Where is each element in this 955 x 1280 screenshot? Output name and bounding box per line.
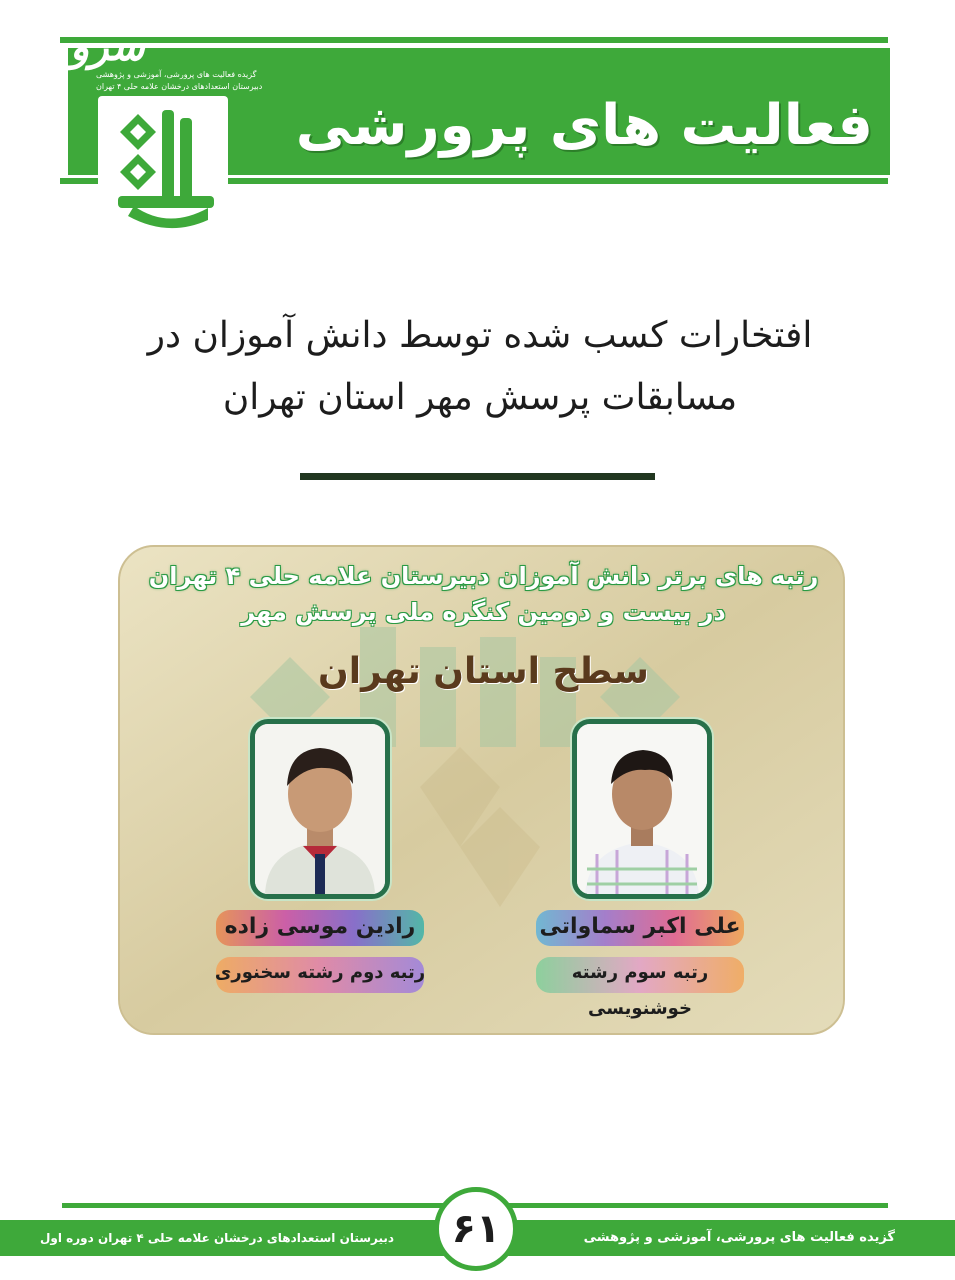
student-name-left: رادین موسی زاده — [224, 914, 416, 939]
article-title-line1: افتخارات کسب شده توسط دانش آموزان در — [147, 315, 813, 356]
student-rank-right: رتبه سوم رشته خوشنویسی — [571, 962, 709, 1019]
footer-school-name: دبیرستان استعدادهای درخشان علامه حلی ۴ تهران دوره اول — [40, 1231, 395, 1245]
achievement-poster — [118, 545, 845, 1035]
poster-subheadline: در بیست و دومین کنگره ملی پرسش مهر — [241, 598, 726, 626]
brand-school: دبیرستان استعدادهای درخشان علامه حلی ۴ تهران — [96, 82, 263, 91]
logo-emblem-icon — [98, 96, 228, 234]
footer-publication-title: گزیده فعالیت های پرورشی، آموزشی و پژوهشی — [583, 1230, 895, 1245]
title-divider — [300, 473, 655, 480]
student-portrait-icon — [255, 724, 385, 894]
school-logo — [98, 96, 228, 234]
student-photo-left — [250, 719, 390, 899]
page-number: ۶۱ — [434, 1187, 518, 1271]
student-name-right: علی اکبر سماواتی — [539, 914, 741, 939]
brand-subtitle: گزیده فعالیت های پرورشی، آموزشی و پژوهشی — [96, 70, 257, 79]
article-title — [120, 305, 840, 429]
article-title-line2: مسابقات پرسش مهر استان تهران — [222, 377, 738, 418]
poster-level: سطح استان تهران — [318, 651, 649, 692]
brand-name: سرو — [70, 24, 145, 70]
student-photo-right — [572, 719, 712, 899]
brand — [66, 24, 263, 91]
section-title: فعالیت های پرورشی — [295, 93, 873, 158]
student-portrait-icon — [577, 724, 707, 894]
student-rank-left: رتبه دوم رشته سخنوری — [214, 962, 426, 983]
poster-headline: رتبه های برتر دانش آموزان دبیرستان علامه حلی ۴ تهران — [148, 562, 819, 590]
